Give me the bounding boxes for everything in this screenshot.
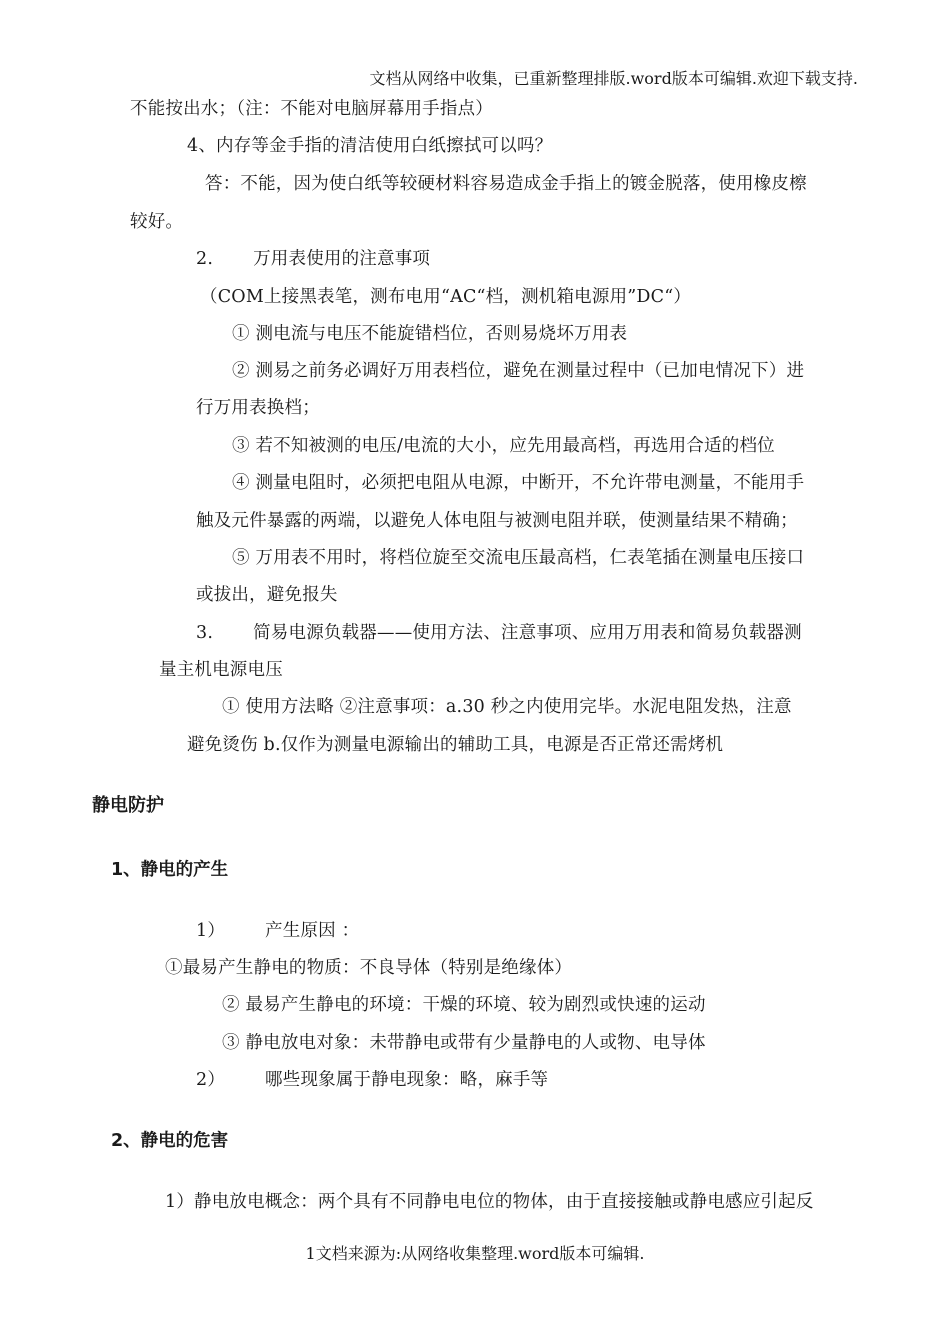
list-item-cont: 或拔出，避免报失 bbox=[196, 585, 338, 605]
paragraph-line: 避免烫伤 b.仅作为测量电源输出的辅助工具，电源是否正常还需烤机 bbox=[187, 735, 724, 755]
heading-number: 3. bbox=[196, 623, 214, 643]
heading-number: 2. bbox=[196, 249, 214, 269]
item-text: 哪些现象属于静电现象：略，麻手等 bbox=[265, 1070, 549, 1090]
answer-line-cont: 较好。 bbox=[130, 212, 184, 232]
list-item: ①最易产生静电的物质：不良导体（特别是绝缘体） bbox=[165, 958, 573, 978]
paragraph-line: （COM上接黑表笔，测布电用“AC“档，测机箱电源用”DC“） bbox=[200, 287, 692, 307]
question-line: 4、内存等金手指的清洁使用白纸擦拭可以吗？ bbox=[187, 136, 553, 156]
paragraph-line: 不能按出水；（注：不能对电脑屏幕用手指点） bbox=[130, 99, 493, 119]
item-text: 产生原因 ： bbox=[265, 921, 360, 941]
list-item: ③ 静电放电对象：未带静电或带有少量静电的人或物、电导体 bbox=[222, 1033, 706, 1053]
item-number: 2） bbox=[196, 1070, 226, 1090]
section-title: 静电防护 bbox=[92, 795, 164, 816]
numbered-item bbox=[196, 1068, 548, 1092]
heading-cont: 量主机电源电压 bbox=[159, 660, 283, 680]
heading-text: 简易电源负载器——使用方法、注意事项、应用万用表和简易负载器测 bbox=[253, 623, 802, 643]
list-item: ③ 若不知被测的电压/电流的大小，应先用最高档，再选用合适的档位 bbox=[232, 436, 775, 456]
paragraph-line: ① 使用方法略 ②注意事项：a.30 秒之内使用完毕。水泥电阻发热，注意 bbox=[222, 697, 792, 717]
list-item: ⑤ 万用表不用时，将档位旋至交流电压最高档，仁表笔插在测量电压接口 bbox=[232, 548, 805, 568]
subsection-title: 1、静电的产生 bbox=[111, 860, 229, 880]
list-item: ① 测电流与电压不能旋错档位，否则易烧坏万用表 bbox=[232, 324, 628, 344]
header-note: 文档从网络中收集，已重新整理排版.word版本可编辑.欢迎下载支持. bbox=[369, 69, 858, 88]
numbered-item bbox=[196, 919, 359, 943]
footer-note: 1文档来源为:从网络收集整理.word版本可编辑. bbox=[305, 1244, 645, 1263]
heading-text: 万用表使用的注意事项 bbox=[253, 249, 431, 269]
list-item: ④ 测量电阻时，必须把电阻从电源，中断开，不允许带电测量，不能用手 bbox=[232, 473, 805, 493]
paragraph-line: 1）静电放电概念：两个具有不同静电电位的物体，由于直接接触或静电感应引起反 bbox=[165, 1192, 814, 1212]
list-item: ② 测易之前务必调好万用表档位，避免在测量过程中（已加电情况下）进 bbox=[232, 361, 805, 381]
answer-line: 答：不能，因为使白纸等较硬材料容易造成金手指上的镀金脱落，使用橡皮檫 bbox=[205, 174, 807, 194]
list-item-cont: 触及元件暴露的两端，以避免人体电阻与被测电阻并联，使测量结果不精确； bbox=[196, 511, 798, 531]
numbered-heading bbox=[196, 247, 430, 271]
subsection-title: 2、静电的危害 bbox=[111, 1131, 229, 1151]
list-item: ② 最易产生静电的环境：干燥的环境、较为剧烈或快速的运动 bbox=[222, 995, 706, 1015]
item-number: 1） bbox=[196, 921, 226, 941]
list-item-cont: 行万用表换档； bbox=[196, 398, 320, 418]
numbered-heading bbox=[196, 621, 802, 645]
